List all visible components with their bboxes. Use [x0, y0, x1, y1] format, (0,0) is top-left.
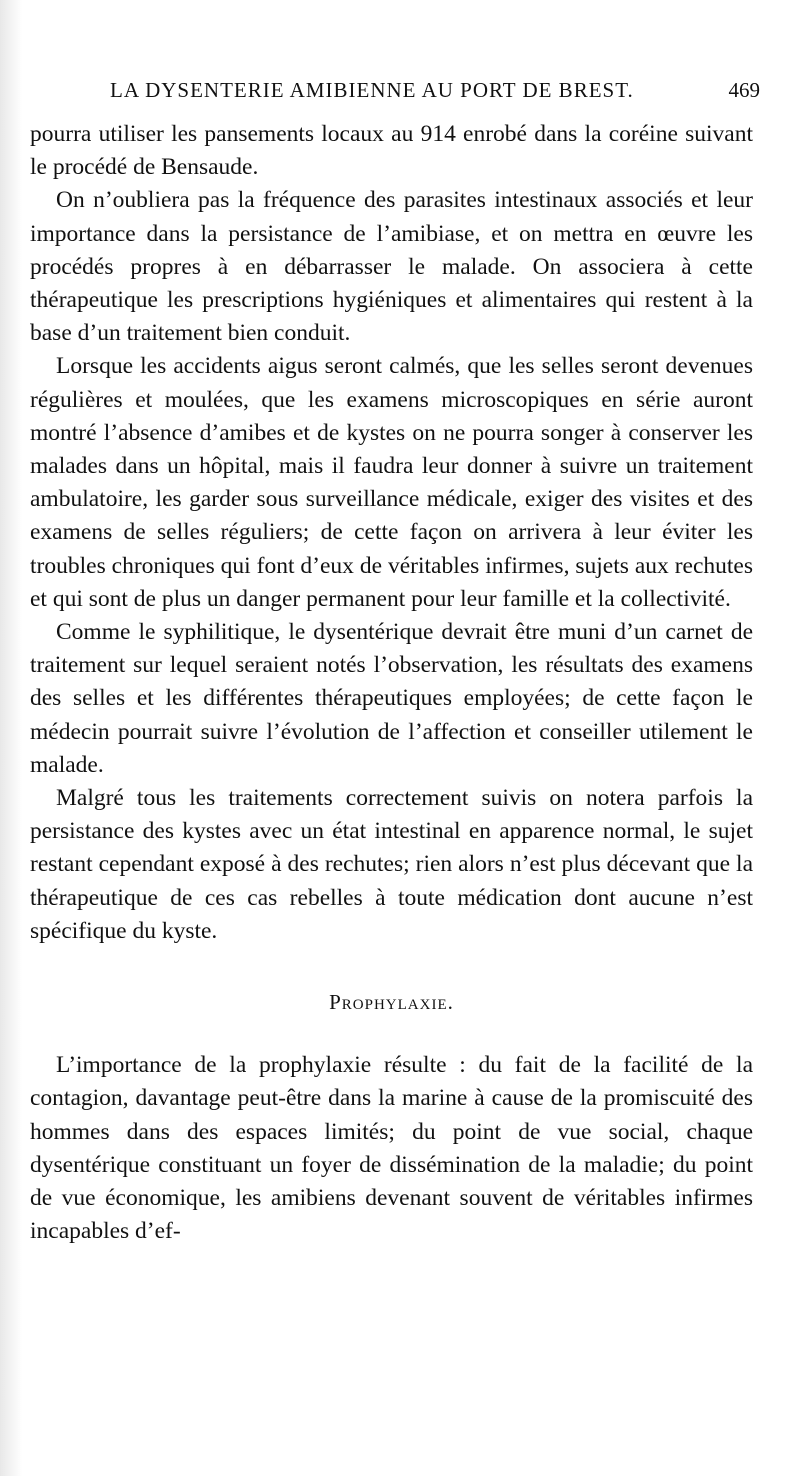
paragraph-cyst-persistence: Malgré tous les traitements correctement suivis on notera parfois la persistance des kystes avec un état intestinal en apparence normal, le sujet restant cependant exposé à des rechutes; rien alors n’est plus décevant que la thérapeutique de ces cas rebelles à toute médication dont aucune n’est spécifique du kyste.	[30, 785, 753, 944]
paragraph-prophylaxis: L’importance de la prophylaxie résulte : du fait de la facilité de la contagion, davantage peut-être dans la marine à cause de la promiscuité des hommes dans des espaces limités; du point de vue social, chaque dysentérique constituant un foyer de dissémination de la maladie; du point de vue économique, les amibiens devenant souvent de véritables infirmes incapables d’ef-	[30, 1052, 753, 1245]
paragraph-ambulatory-treatment: Lorsque les accidents aigus seront calmés, que les selles seront devenues régulières et moulées, que les examens microscopiques en série auront montré l’absence d’amibes et de kystes on ne pourra songer à conserver les malades dans un hôpital, mais il faudra leur donner à suivre un traitement ambulatoire, les garder sous surveillance médicale, exiger des visites et des examens de selles réguliers; de cette façon on arrivera à leur éviter les troubles chroniques qui font d’eux de véritables infirmes, sujets aux rechutes et qui sont de plus un danger permanent pour leur famille et la collectivité.	[30, 353, 753, 612]
section-heading-prophylaxie: Prophylaxie.	[329, 990, 454, 1015]
paragraph-treatment-notebook: Comme le syphilitique, le dysentérique devrait être muni d’un carnet de traitement sur lequel seraient notés l’observation, les résultats des examens des selles et les différentes thérapeutiques employées; de cette façon le médecin pourrait suivre l’évolution de l’affection et conseiller utilement le malade.	[30, 619, 753, 778]
page-gutter-shadow	[0, 0, 22, 1476]
running-title: LA DYSENTERIE AMIBIENNE AU PORT DE BREST.	[110, 78, 634, 102]
page-number: 469	[728, 78, 760, 102]
paragraph-parasites: On n’oubliera pas la fréquence des parasites intestinaux associés et leur importance dans la persistance de l’amibiase, et on mettra en œuvre les procédés propres à en débarrasser le malade. On associera à cette thérapeutique les prescriptions hygiéniques et alimentaires qui restent à la base d’un traitement bien conduit.	[30, 187, 753, 347]
body-text	[30, 118, 753, 1249]
paragraph-continuation: pourra utiliser les pansements locaux au 914 enrobé dans la coréine suivant le procédé de Bensaude.	[30, 121, 753, 181]
page-header	[110, 78, 760, 108]
